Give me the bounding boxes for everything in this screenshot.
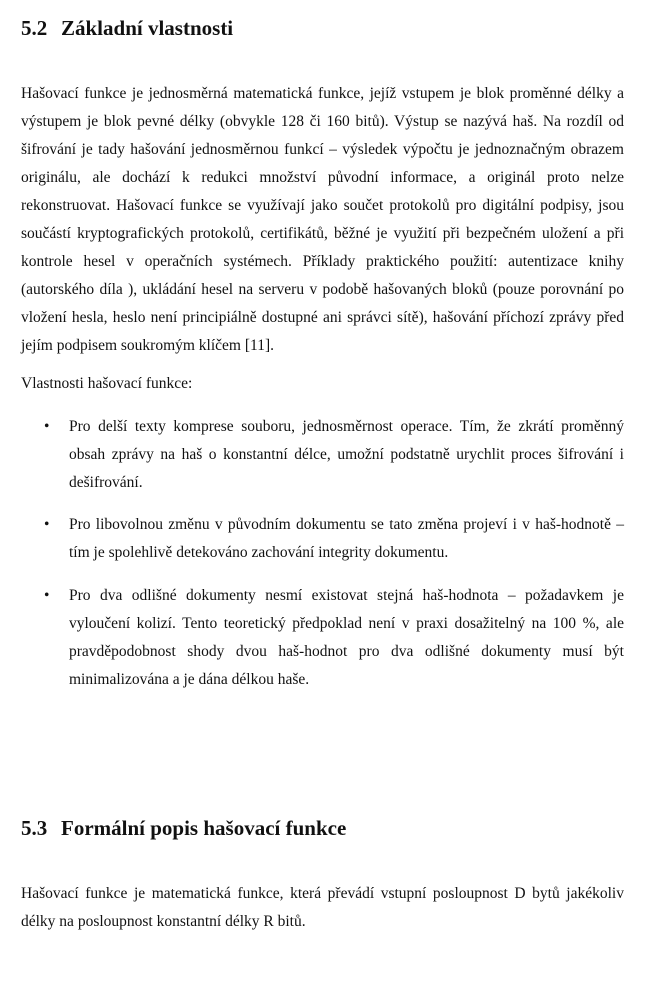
section-heading-5-2 (21, 16, 233, 41)
section-heading-5-3 (21, 816, 346, 841)
bullet-icon: • (44, 516, 50, 533)
section-number: 5.3 (21, 816, 48, 840)
section-title: Základní vlastnosti (61, 16, 234, 40)
list-intro: Vlastnosti hašovací funkce: (21, 375, 193, 392)
section-number: 5.2 (21, 16, 48, 40)
bullet-icon: • (44, 587, 50, 604)
list-item-text: Pro libovolnou změnu v původním dokumentu se tato změna projeví i v haš-hodnotě – tím je spolehlivě detekováno zachování integrity dokumentu. (69, 516, 624, 561)
list-item-text: Pro delší texty komprese souboru, jednosměrnost operace. Tím, že zkrátí proměnný obsah zprávy na haš o konstantní délce, umožní podstatně urychlit proces šifrování i dešifrování. (69, 418, 624, 491)
bullet-icon: • (44, 418, 50, 435)
list-item-text: Pro dva odlišné dokumenty nesmí existovat stejná haš-hodnota – požadavkem je vyloučení kolizí. Tento teoretický předpoklad není v praxi dosažitelný na 100 %, ale pravděpodobnost shody dvou haš-hodnot pro dva odlišné dokumenty musí být minimalizována a je dána délkou haše. (69, 587, 624, 688)
paragraph-intro: Hašovací funkce je jednosměrná matematická funkce, jejíž vstupem je blok proměnné délky a výstupem je blok pevné délky (obvykle 128 či 160 bitů). Výstup se nazývá haš. Na rozdíl od šifrování je tady hašování jednosměrnou funkcí – výsledek výpočtu je jednoznačným obrazem originálu, ale dochází k redukci množství původní informace, a originál proto nelze rekonstruovat. Hašovací funkce se využívají jako součet protokolů pro digitální podpisy, jsou součástí kryptografických protokolů, certifikátů, běžné je využití při bezpečném uložení a při kontrole hesel v operačních systémech. Příklady praktického použití: autentizace knihy (autorského díla ), ukládání hesel na serveru v podobě hašovaných bloků (pouze porovnání po vložení hesla, heslo není principiálně dostupné ani správci sítě), hašování příchozí zprávy před jejím podpisem soukromým klíčem [11]. (21, 85, 624, 354)
paragraph-formal: Hašovací funkce je matematická funkce, která převádí vstupní posloupnost D bytů jakékoliv délky na posloupnost konstantní délky R bitů. (21, 885, 624, 930)
section-title: Formální popis hašovací funkce (61, 816, 347, 840)
